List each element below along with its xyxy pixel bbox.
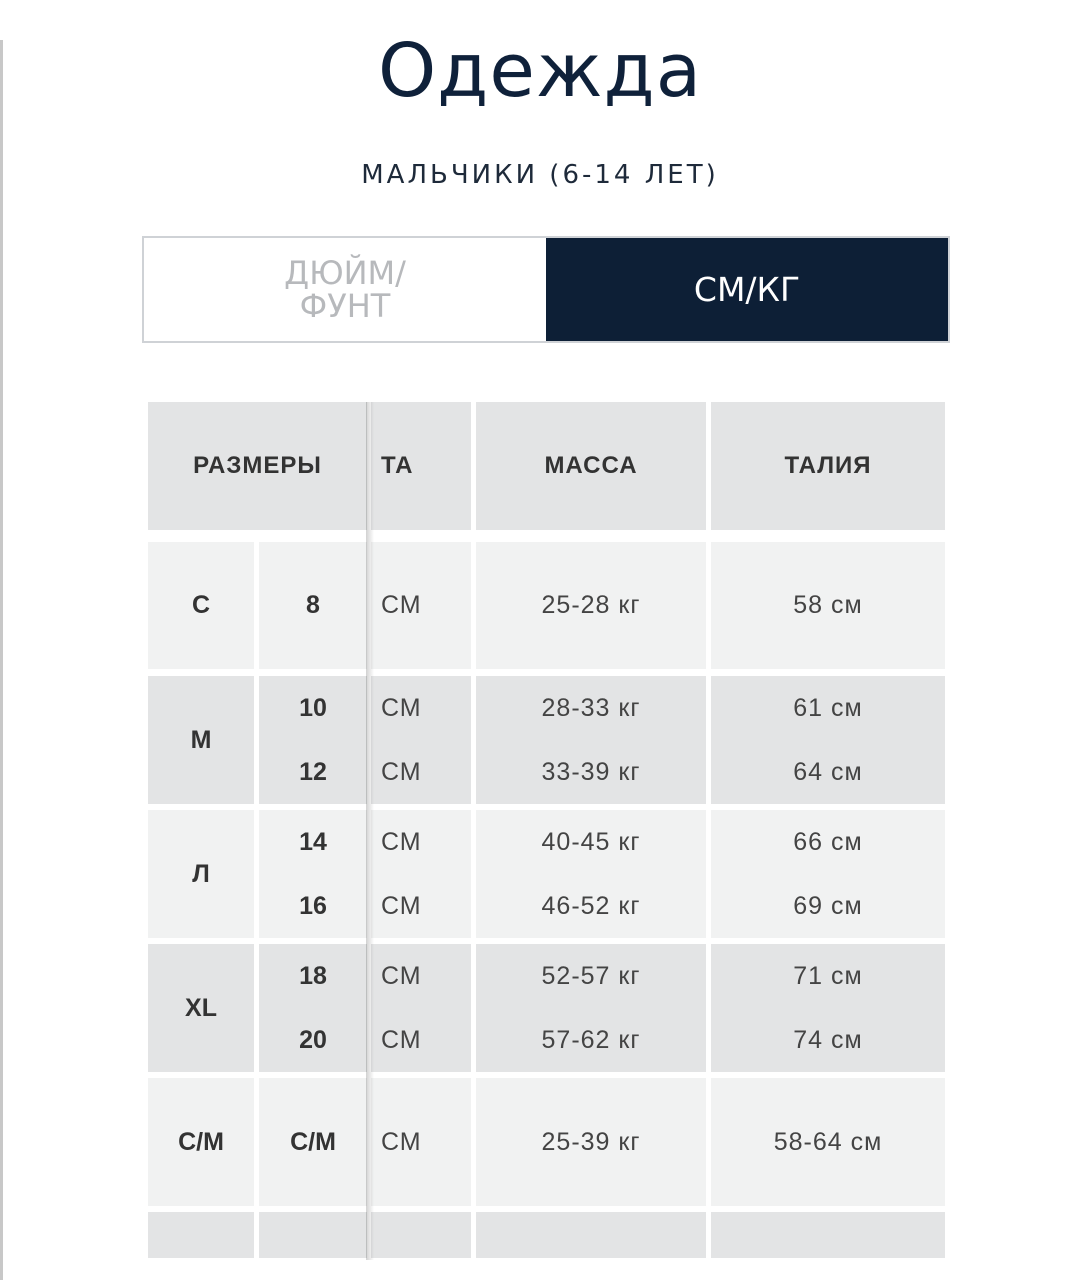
size-number-group [259, 944, 367, 1072]
waist-value: 74 см [793, 1025, 863, 1054]
waist-group [711, 676, 945, 804]
size-number: 18 [299, 961, 327, 990]
weight-group [476, 944, 706, 1072]
size-number-group [259, 676, 367, 804]
header-height: ТА [371, 402, 471, 530]
height-value: СМ [381, 757, 422, 786]
size-number-group [259, 810, 367, 938]
height-group [371, 944, 471, 1072]
header-weight: МАССА [476, 402, 706, 530]
size-number: С/М [259, 1078, 367, 1206]
weight-value: 57-62 кг [541, 1025, 641, 1054]
height-value: СМ [371, 1078, 471, 1206]
weight-group [476, 810, 706, 938]
page-title: Одежда [377, 28, 703, 114]
waist-value: 71 см [793, 961, 863, 990]
table-row-partial [259, 1212, 367, 1258]
table-row-partial [711, 1212, 945, 1258]
size-letter: М [148, 676, 254, 804]
sticky-column-shadow [366, 402, 374, 1260]
header-sizes: РАЗМЕРЫ [148, 402, 367, 530]
height-value: СМ [371, 542, 471, 669]
toggle-cm-kg-label: СМ/КГ [693, 270, 801, 309]
toggle-inches-pounds[interactable] [144, 238, 546, 341]
waist-group [711, 944, 945, 1072]
page-subtitle: МАЛЬЧИКИ (6-14 ЛЕТ) [361, 160, 719, 190]
size-number: 12 [299, 757, 327, 786]
table-row-partial [148, 1212, 254, 1258]
height-group [371, 676, 471, 804]
header-waist: ТАЛИЯ [711, 402, 945, 530]
unit-toggle [142, 236, 950, 343]
weight-value: 40-45 кг [541, 827, 641, 856]
waist-value: 69 см [793, 891, 863, 920]
size-letter: С [148, 542, 254, 669]
height-value: СМ [381, 961, 422, 990]
height-value: СМ [381, 891, 422, 920]
size-number: 14 [299, 827, 327, 856]
height-value: СМ [381, 827, 422, 856]
waist-value: 58-64 см [711, 1078, 945, 1206]
weight-value: 25-39 кг [476, 1078, 706, 1206]
waist-group [711, 810, 945, 938]
table-row-partial [371, 1212, 471, 1258]
height-group [371, 810, 471, 938]
weight-group [476, 676, 706, 804]
height-value: СМ [381, 1025, 422, 1054]
weight-value: 33-39 кг [541, 757, 641, 786]
weight-value: 52-57 кг [541, 961, 641, 990]
size-letter: XL [148, 944, 254, 1072]
weight-value: 28-33 кг [541, 693, 641, 722]
toggle-cm-kg[interactable] [546, 238, 948, 341]
waist-value: 61 см [793, 693, 863, 722]
size-number: 16 [299, 891, 327, 920]
size-letter: Л [148, 810, 254, 938]
size-number: 20 [299, 1025, 327, 1054]
size-number: 8 [259, 542, 367, 669]
size-letter: С/М [148, 1078, 254, 1206]
waist-value: 64 см [793, 757, 863, 786]
size-number: 10 [299, 693, 327, 722]
table-row-partial [476, 1212, 706, 1258]
weight-value: 46-52 кг [541, 891, 641, 920]
waist-value: 58 см [711, 542, 945, 669]
weight-value: 25-28 кг [476, 542, 706, 669]
height-value: СМ [381, 693, 422, 722]
waist-value: 66 см [793, 827, 863, 856]
left-border [0, 40, 3, 1280]
toggle-inches-pounds-label: ДЮЙМ/ ФУНТ [284, 253, 406, 325]
